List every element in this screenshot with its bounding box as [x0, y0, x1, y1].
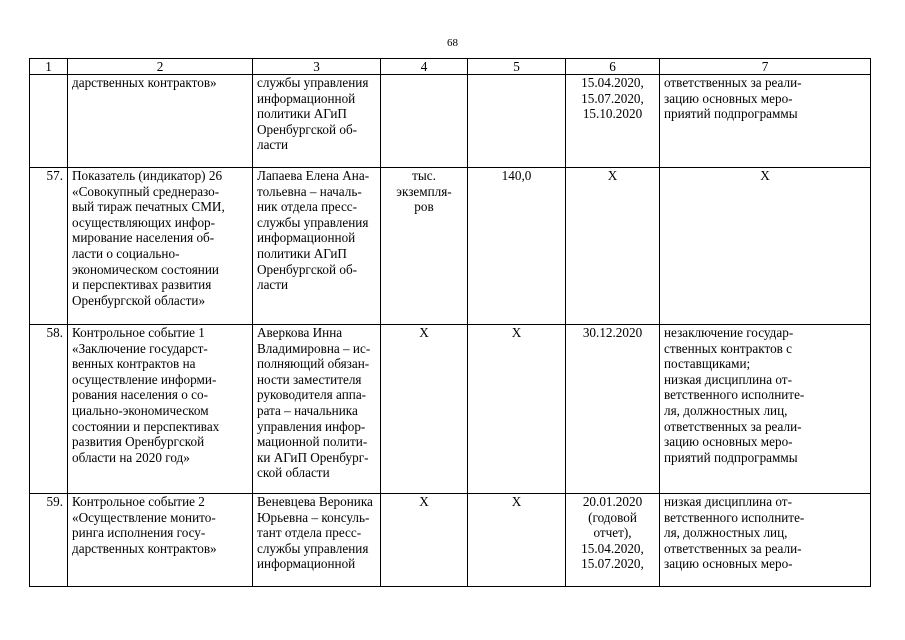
column-number: 3 [253, 59, 381, 75]
indicator-cell: Показатель (индикатор) 26 «Совокупный среднеразо- вый тираж печатных СМИ, осуществляющих инфор- мирование населения об- ласти о социально- экономическом состоянии и перспективах развития Оренбургской области» [68, 168, 253, 325]
value-cell: Х [468, 325, 566, 494]
responsible-cell: Аверкова Инна Владимировна – ис- полняющий обязан- ности заместителя руководителя аппа- рата – начальника управления инфор- мационной полити- ки АГиП Оренбург- ской области [253, 325, 381, 494]
indicator-cell: Контрольное событие 1 «Заключение государст- венных контрактов на осуществление информи- рования населения о со- циально-экономическом состоянии и перспективах развития Оренбургской области на 2020 год» [68, 325, 253, 494]
unit-cell: Х [381, 325, 468, 494]
risks-cell: ответственных за реали- зацию основных меро- приятий подпрограммы [660, 75, 871, 168]
column-number-row [30, 59, 871, 75]
row-number-cell: 57. [30, 168, 68, 325]
date-cell: 15.04.2020, 15.07.2020, 15.10.2020 [566, 75, 660, 168]
row-number-cell: 59. [30, 494, 68, 587]
table-row [30, 168, 871, 325]
risks-cell: Х [660, 168, 871, 325]
column-number: 5 [468, 59, 566, 75]
row-number-cell [30, 75, 68, 168]
column-number: 6 [566, 59, 660, 75]
table-row [30, 75, 871, 168]
date-cell: Х [566, 168, 660, 325]
value-cell [468, 75, 566, 168]
table-row [30, 494, 871, 587]
date-cell: 20.01.2020 (годовой отчет), 15.04.2020, 15.07.2020, [566, 494, 660, 587]
indicator-cell: дарственных контрактов» [68, 75, 253, 168]
date-cell: 30.12.2020 [566, 325, 660, 494]
responsible-cell: службы управления информационной политики АГиП Оренбургской об- ласти [253, 75, 381, 168]
value-cell: Х [468, 494, 566, 587]
indicator-cell: Контрольное событие 2 «Осуществление монито- ринга исполнения госу- дарственных контрактов» [68, 494, 253, 587]
risks-cell: низкая дисциплина от- ветственного исполните- ля, должностных лиц, ответственных за реали- зацию основных меро- [660, 494, 871, 587]
responsible-cell: Лапаева Елена Ана- тольевна – началь- ник отдела пресс- службы управления информационной политики АГиП Оренбургской об- ласти [253, 168, 381, 325]
page-number: 68 [447, 37, 458, 49]
column-number: 4 [381, 59, 468, 75]
unit-cell [381, 75, 468, 168]
column-number: 2 [68, 59, 253, 75]
program-table [29, 58, 871, 587]
responsible-cell: Веневцева Вероника Юрьевна – консуль- тант отдела пресс- службы управления информационной [253, 494, 381, 587]
risks-cell: незаключение государ- ственных контрактов с поставщиками; низкая дисциплина от- ветственного исполните- ля, должностных лиц, ответственных за реали- зацию основных меро- приятий подпрограммы [660, 325, 871, 494]
column-number: 7 [660, 59, 871, 75]
table-row [30, 325, 871, 494]
row-number-cell: 58. [30, 325, 68, 494]
value-cell: 140,0 [468, 168, 566, 325]
unit-cell: Х [381, 494, 468, 587]
unit-cell: тыс. экземпля- ров [381, 168, 468, 325]
column-number: 1 [30, 59, 68, 75]
